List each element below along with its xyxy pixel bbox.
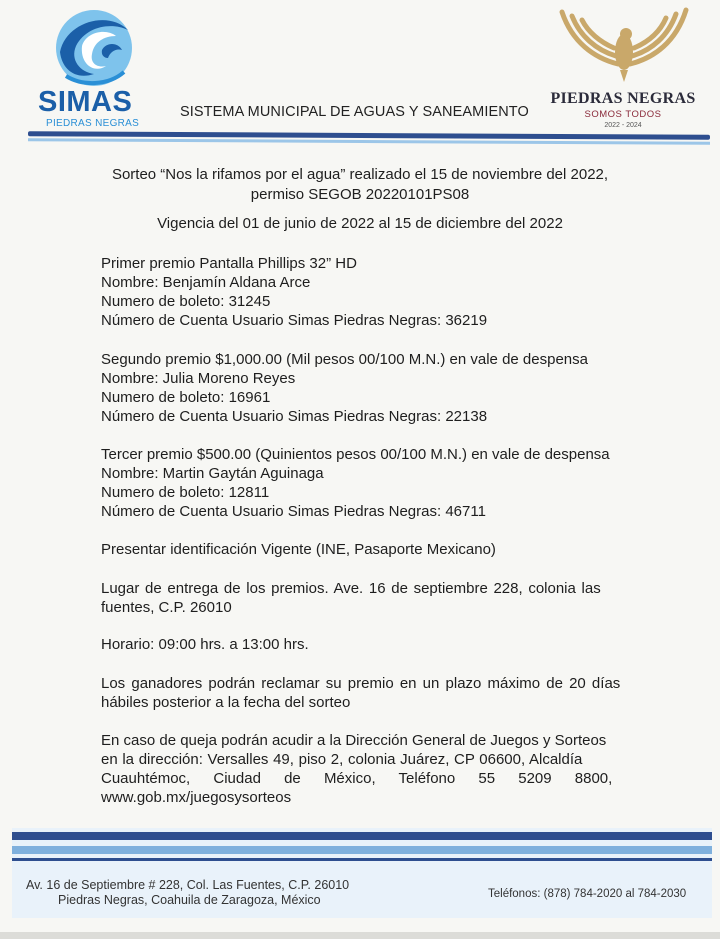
footer-stripe <box>12 832 712 840</box>
raffle-title-line: Sorteo “Nos la rifamos por el agua” realizado el 15 de noviembre del 2022, <box>111 166 609 183</box>
city-logo-slogan: SOMOS TODOS <box>584 109 662 120</box>
letterhead <box>0 0 720 150</box>
delivery-location <box>101 579 621 617</box>
first-prize-block <box>101 254 621 330</box>
letterhead-footer <box>0 828 720 939</box>
claim-deadline <box>101 674 621 712</box>
water-drop-logo-icon <box>46 6 142 92</box>
identification-note: Presentar identificación Vigente (INE, Pasaporte Mexicano) <box>101 541 496 558</box>
raffle-title-line: permiso SEGOB 20220101PS08 <box>250 186 470 203</box>
complaint-line: en la dirección: Versalles 49, piso 2, colonia Juárez, CP 06600, Alcaldía <box>101 751 583 768</box>
complaint-line: www.gob.mx/juegosysorteos <box>101 789 292 806</box>
raffle-title <box>0 165 720 205</box>
delivery-line: fuentes, C.P. 26010 <box>101 599 232 616</box>
winner-name: Nombre: Benjamín Aldana Arce <box>101 274 311 291</box>
piedras-negras-logo <box>548 2 698 134</box>
delivery-line: Lugar de entrega de los premios. Ave. 16 de septiembre 228, colonia las <box>101 580 601 597</box>
prize-title: Primer premio Pantalla Phillips 32” HD <box>101 255 357 272</box>
footer-address: Piedras Negras, Coahuila de Zaragoza, México <box>58 893 321 907</box>
city-logo-years: 2022 - 2024 <box>604 122 642 129</box>
footer-stripe <box>12 846 712 854</box>
organization-name: SISTEMA MUNICIPAL DE AGUAS Y SANEAMIENTO <box>180 104 529 120</box>
footer-address: Av. 16 de Septiembre # 228, Col. Las Fuentes, C.P. 26010 <box>26 878 350 892</box>
footer-stripe <box>12 858 712 861</box>
prize-title: Segundo premio $1,000.00 (Mil pesos 00/100 M.N.) en vale de despensa <box>101 351 588 368</box>
claim-line: Los ganadores podrán reclamar su premio en un plazo máximo de 20 días <box>101 675 621 692</box>
complaint-info <box>101 731 621 807</box>
simas-logo <box>38 6 150 130</box>
ticket-number: Numero de boleto: 12811 <box>101 484 270 501</box>
account-number: Número de Cuenta Usuario Simas Piedras Negras: 22138 <box>101 408 488 425</box>
claim-line: hábiles posterior a la fecha del sorteo <box>101 694 351 711</box>
validity-period: Vigencia del 01 de junio de 2022 al 15 de diciembre del 2022 <box>157 215 563 232</box>
second-prize-block <box>101 350 621 426</box>
page-edge <box>0 932 720 939</box>
third-prize-block <box>101 445 621 521</box>
winner-name: Nombre: Martin Gaytán Aguinaga <box>101 465 324 482</box>
complaint-line: En caso de queja podrán acudir a la Dirección General de Juegos y Sorteos <box>101 732 607 749</box>
footer-phones: Teléfonos: (878) 784-2020 al 784-2030 <box>488 888 687 900</box>
account-number: Número de Cuenta Usuario Simas Piedras Negras: 46711 <box>101 503 486 520</box>
ticket-number: Numero de boleto: 31245 <box>101 293 271 310</box>
schedule: Horario: 09:00 hrs. a 13:00 hrs. <box>101 636 309 653</box>
city-logo-title: PIEDRAS NEGRAS <box>550 90 696 107</box>
eagle-emblem-icon <box>554 2 694 88</box>
simas-logo-subtext: PIEDRAS NEGRAS <box>46 118 140 129</box>
simas-logo-text: SIMAS <box>38 86 133 118</box>
complaint-line: Cuauhtémoc, Ciudad de México, Teléfono 55 5209 8800, <box>101 770 613 787</box>
ticket-number: Numero de boleto: 16961 <box>101 389 271 406</box>
prize-title: Tercer premio $500.00 (Quinientos pesos 00/100 M.N.) en vale de despensa <box>101 446 610 463</box>
winner-name: Nombre: Julia Moreno Reyes <box>101 370 296 387</box>
account-number: Número de Cuenta Usuario Simas Piedras Negras: 36219 <box>101 312 488 329</box>
